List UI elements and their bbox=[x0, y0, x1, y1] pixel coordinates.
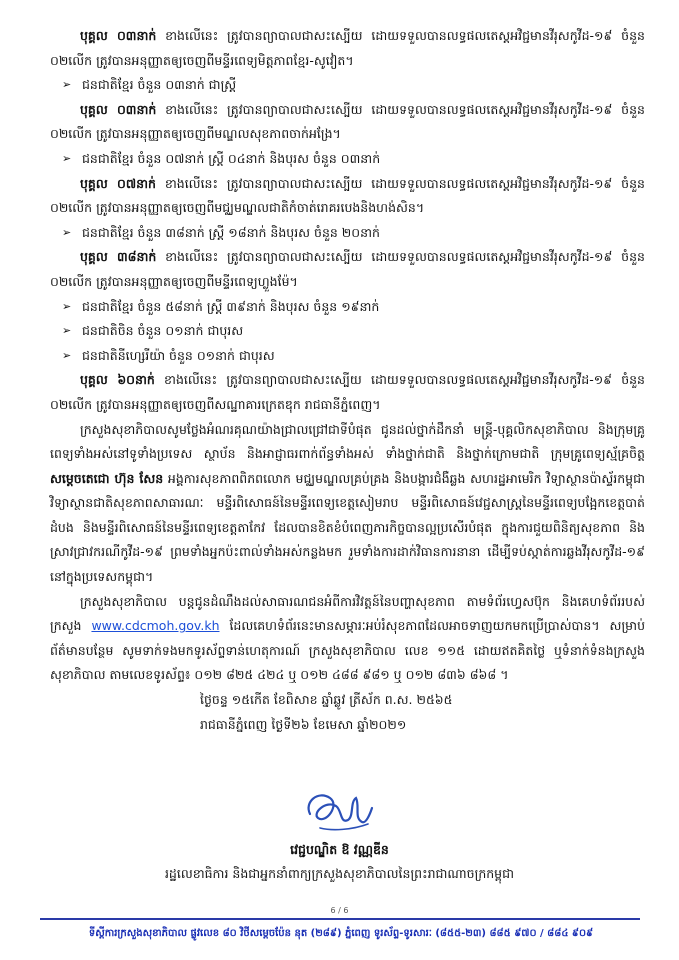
paragraph-text: ខាងលើនេះ ត្រូវបានព្យាបាលជាសះស្បើយ ដោយទទួលបានលទ្ធផលតេស្តអវិជ្ជមានវីរុសកូវីដ-១៩ ចំនួន ០២លើក ត្រូវបានអនុញ្ញាតឲ្យចេញពីសណ្ឋាគារក្រេតឌុក រាជធានីភ្នំពេញ។ bbox=[50, 372, 645, 412]
paragraph-text: ខាងលើនេះ ត្រូវបានព្យាបាលជាសះស្បើយ ដោយទទួលបានលទ្ធផលតេស្តអវិជ្ជមានវីរុសកូវីដ-១៩ ចំនួន ០២លើក ត្រូវបានអនុញ្ញាតឲ្យចេញពីមណ្ឌលសុខភាពចាក់អង្រែ។ bbox=[50, 101, 645, 142]
notice-text: ក្រសួងសុខាភិបាល បន្តជូនដំណឹងដល់សាធារណជនអំពីការវិវត្តន៍នៃបញ្ហាសុខភាព តាមទំព័រហ្វេសប៊ុក និងគេហទំព័ររបស់ក្រសួង bbox=[50, 593, 645, 634]
footer-divider bbox=[40, 918, 640, 920]
paragraph-bold: បុគ្គល ០៣នាក់ bbox=[80, 101, 157, 117]
footer-address: ទីស្តីការក្រសួងសុខាភិបាល ផ្លូវលេខ ៨០ វិថីសម្តេចប៉ែន នុត (២៨៩) ភ្នំពេញ ទូរស័ព្ទ-ទូរសារៈ (៨៥៥-២៣) ៨៨៥ ៩៧០ / ៨៨៤ ៩០៩ bbox=[88, 928, 594, 939]
website-link[interactable]: www.cdcmoh.gov.kh bbox=[91, 618, 220, 634]
paragraph-text: ខាងលើនេះ ត្រូវបានព្យាបាលជាសះស្បើយ ដោយទទួលបានលទ្ធផលតេស្តអវិជ្ជមានវីរុសកូវីដ-១៩ ចំនួន ០២លើក ត្រូវបានអនុញ្ញាតឲ្យចេញពីមជ្ឈមណ្ឌលជាតិកំចាត់រោគរបេងនិងហង់សិន។ bbox=[50, 175, 645, 216]
paragraph bbox=[50, 368, 645, 417]
thanks-text: ក្រសួងសុខាភិបាលសូមថ្លែងអំណរគុណយ៉ាងជ្រាលជ្រៅជាទីបំផុត ជូនដល់ថ្នាក់ដឹកនាំ មន្ត្រី-បុគ្គលិកសុខាភិបាល និងក្រុមគ្រូពេទ្យទាំងអស់នៅទូទាំងប្រទេស ស្ថាប័ន និងអាជ្ញាធរពាក់ព័ន្ធទាំងអស់ ទាំងថ្នាក់ជាតិ និងថ្នាក់ក្រោមជាតិ ក្រុមគ្រូពេទ្យស្ម័គ្រចិត្ត bbox=[50, 421, 645, 462]
paragraph bbox=[50, 172, 645, 221]
signer-name: វេជ្ជបណ្ឌិត ឱ វណ្ណឌីន bbox=[290, 842, 389, 857]
bullet-item: ➢ ជនជាតិចិន ចំនួន ០១នាក់ ជាបុរស bbox=[50, 319, 645, 344]
paragraph-text: ខាងលើនេះ ត្រូវបានព្យាបាលជាសះស្បើយ ដោយទទួលបានលទ្ធផលតេស្តអវិជ្ជមានវីរុសកូវីដ-១៩ ចំនួន ០២លើក ត្រូវបានអនុញ្ញាតឲ្យចេញពីមន្ទីរពេទ្យមិត្តភាពខ្មែរ-សូវៀត។ bbox=[50, 28, 645, 68]
paragraph-bold: បុគ្គល ៣៨នាក់ bbox=[80, 249, 157, 265]
thanks-paragraph bbox=[50, 418, 645, 590]
paragraph-bold: បុគ្គល ០៧នាក់ bbox=[80, 175, 156, 191]
paragraph-bold: បុគ្គល ០៣នាក់ bbox=[80, 28, 157, 43]
bullet-item: ➢ ជនជាតិខ្មែរ ចំនួន ០៧នាក់ ស្ត្រី ០៤នាក់ និងបុរស ចំនួន ០៣នាក់ bbox=[50, 147, 645, 172]
page-number: 6 / 6 bbox=[330, 906, 349, 915]
signer-title: រដ្ឋលេខាធិការ និងជាអ្នកនាំពាក្យក្រសួងសុខាភិបាលនៃព្រះរាជាណាចក្រកម្ពុជា bbox=[164, 866, 515, 881]
paragraph bbox=[50, 24, 645, 73]
notice-paragraph bbox=[50, 590, 645, 688]
paragraph bbox=[50, 245, 645, 294]
date-lunar: ថ្ងៃចន្ទ ១៥កើត ខែពិសាខ ឆ្នាំឆ្លូវ ត្រីស័ក ព.ស. ២៥៦៥ bbox=[200, 692, 453, 708]
date-solar: រាជធានីភ្នំពេញ ថ្ងៃទី២៦ ខែមេសា ឆ្នាំ២០២១ bbox=[200, 716, 407, 732]
bullet-item: ➢ ជនជាតិខ្មែរ ចំនួន ០៣នាក់ ជាស្ត្រី bbox=[50, 73, 645, 98]
bullet-item: ➢ ជនជាតិខ្មែរ ចំនួន ៥៨នាក់ ស្ត្រី ៣៩នាក់ និងបុរស ចំនួន ១៩នាក់ bbox=[50, 295, 645, 320]
bullet-item: ➢ ជនជាតិនីហ្សេរីយ៉ា ចំនួន ០១នាក់ ជាបុរស bbox=[50, 344, 645, 369]
bullet-item: ➢ ជនជាតិខ្មែរ ចំនួន ៣៨នាក់ ស្ត្រី ១៨នាក់ និងបុរស ចំនួន ២០នាក់ bbox=[50, 221, 645, 246]
thanks-text-after: អង្គការសុខភាពពិភពលោក មជ្ឈមណ្ឌលគ្រប់គ្រង និងបង្ការជំងឺឆ្លង សហរដ្ឋអាមេរិក វិទ្យាស្ថានប៉ាស្ទ័រកម្ពុជា វិទ្យាស្ថានជាតិសុខភាពសាធារណៈ មន្ទីរពិសោធន៍នៃមន្ទីរពេទ្យខេត្តសៀមរាប មន្ទីរពិសោធន៍វេជ្ជសាស្ត្រនៃមន្ទីរពេទ្យបង្អែកខេត្តបាត់ដំបង និងមន្ទីរពិសោធន៍នៃមន្ទីរពេទ្យខេត្តតាកែវ ដែលបានខិតខំបំពេញភារកិច្ចបានល្អប្រសើរបំផុត ក្នុងការជួយពិនិត្យសុខភាព និងស្រាវជ្រាវករណីកូវីដ-១៩ ព្រមទាំងអ្នកប៉ះពាល់ទាំងអស់កន្លងមក រួមទាំងការដាក់វិធានការនានា ដើម្បីទប់ស្កាត់ការឆ្លងវីរុសកូវីដ-១៩ នៅក្នុងប្រទេសកម្ពុជា។ bbox=[50, 470, 645, 585]
paragraph-bold: បុគ្គល ៦០នាក់ bbox=[80, 372, 155, 388]
signature-image bbox=[296, 784, 376, 836]
notice-text-after: ដែលគេហទំព័រនេះមានសម្ភារៈអប់រំសុខភាពដែលអាចទាញយកមកប្រើប្រាស់បាន។ សម្រាប់ព័ត៌មានបន្ថែម សូមទាក់ទងមកទូរស័ព្ទទាន់ហេតុការណ៍ ក្រសួងសុខាភិបាល លេខ ១១៥ ដោយឥតគិតថ្លៃ ឬទំនាក់ទំនងក្រសួងសុខាភិបាល តាមលេខទូរស័ព្ទ៖ ០១២ ៨២៥ ៤២៤ ឬ ០១២ ៤៨៨ ៩៨១ ឬ ០១២ ៨៣៦ ៨៦៨ ។ bbox=[50, 618, 646, 683]
thanks-bold: សម្ដេចតេជោ ហ៊ុន សែន bbox=[50, 470, 164, 486]
paragraph bbox=[50, 98, 645, 147]
document-body bbox=[50, 24, 645, 737]
signature-area bbox=[0, 784, 679, 836]
paragraph-text: ខាងលើនេះ ត្រូវបានព្យាបាលជាសះស្បើយ ដោយទទួលបានលទ្ធផលតេស្តអវិជ្ជមានវីរុសកូវីដ-១៩ ចំនួន ០២លើក ត្រូវបានអនុញ្ញាតឲ្យចេញពីមន្ទីរពេទ្យហ្លួងម៉ែ។ bbox=[50, 249, 645, 289]
